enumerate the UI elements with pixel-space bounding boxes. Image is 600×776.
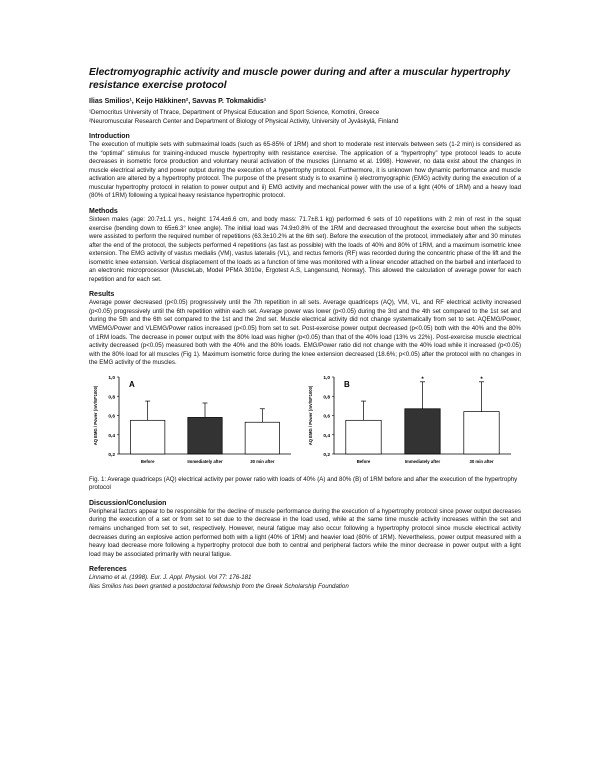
reference-item: Linnamo et al. (1998). Eur. J. Appl. Physiol. Vol 77: 176-181	[89, 574, 252, 582]
bar	[188, 417, 222, 454]
figure-caption: Fig. 1: Average quadriceps (AQ) electrical activity per power ratio with loads of 40% (A) and 80% (B) of 1RM before and after the execution of the hypertrophy protocol	[89, 475, 518, 492]
bar	[464, 411, 499, 453]
y-tick-label: 0,6	[323, 414, 330, 420]
affiliation-1: ¹Democritus University of Thrace, Department of Physical Education and Sport Science, Komotini, Greece	[89, 109, 380, 116]
y-axis-label: AQ EMG / Power (mV/W*1000)	[93, 385, 98, 446]
y-tick-label: 0,8	[108, 395, 115, 401]
introduction-heading: Introduction	[89, 133, 130, 141]
panel-label: A	[129, 379, 135, 389]
bar	[405, 409, 440, 454]
results-heading: Results	[89, 291, 115, 299]
chart-panel-a	[89, 371, 299, 476]
y-tick-label: 1,0	[108, 375, 115, 381]
results-text: Average power decreased (p<0.05) progressively until the 7th repetition in all sets. Average quadriceps (AQ), VM, VL, and RF electrical activity increased (p<0.05) progressively until the 6th repetition within each set. Average power was lower (p<0.05) during the 3rd and the 4th set compared to the 1st set and during the 5th and the 6th set compared to the 1st and the 2nd set. Muscle electrical activity did not change systematically from set to set. AQEMG/Power, VMEMG/Power and VLEMG/Power ratios increased (p<0.05) from set to set. Post-exercise power output decreased (p<0.05) both with the 40% and the 80% of 1RM loads. The decrease in power output with the 80% load was higher (p<0.05) than that of the 40% load (13% vs 22%). Post-exercise muscle electrical activity decreased (p<0.05) measured both with the 40% and the 80% loads. EMG/Power ratio did not change with the 40% load while it increased (p<0.05) with the 80% load for all muscles (Fig 1). Maximum isometric force during the knee extension decreased (18.6%; p<0.05) after the protocol with no changes in the EMG activity of the muscles.	[89, 299, 521, 367]
y-tick-label: 0,4	[108, 433, 115, 439]
x-tick-label: Immediately after	[187, 458, 223, 464]
y-tick-label: 0,8	[323, 395, 330, 401]
introduction-text: The execution of multiple sets with submaximal loads (such as 65-85% of 1RM) and short to moderate rest intervals between sets (1-2 min) is considered as the “optimal” stimulus for training-induced muscle hypertrophy with resistance exercise. The application of a “hypertrophy” type protocol leads to acute decreases in isometric force production and voluntary neural activation of the muscles (Linnamo et al. 1998). However, no data exist about the changes in muscle electrical activity and power output during the execution of a hypertrophy protocol. Furthermore, it is unknown how dynamic performance and muscle activation are altered by a hypertrophy protocol. The purpose of the present study is to examine i) electromyographic (EMG) activity during the execution of a muscular hypertrophy protocol in relation to power output and ii) EMG activity and mechanical power with the use of a light (40% of 1RM) and a heavy load (80% of 1RM) following a typical heavy resistance hypertrophic protocol.	[89, 141, 521, 200]
y-axis-label: AQ EMG / Power (mV/W*1000)	[308, 385, 313, 446]
x-tick-label: 30 min after	[250, 458, 275, 464]
bar	[130, 420, 164, 454]
author-list: Ilias Smilios¹, Keijo Häkkinen², Savvas P. Tokmakidis¹	[89, 98, 267, 105]
panel-label: B	[344, 379, 350, 389]
significance-marker: *	[480, 376, 483, 383]
paper-title: Electromyographic activity and muscle power during and after a muscular hypertrophy resistance exercise protocol	[89, 67, 511, 91]
y-tick-label: 0,2	[323, 452, 330, 458]
methods-heading: Methods	[89, 208, 118, 216]
methods-text: Sixteen males (age: 20.7±1.1 yrs., height: 174.4±6.6 cm, and body mass: 71.7±8.1 kg) performed 6 sets of 10 repetitions with 2 min of rest in the squat exercise (bending down to 65±6.3° knee angle). The initial load was 74.9±0.8% of the 1RM and decreased throughout the exercise bout when the subjects were assisted to perform the required number of repetitions (63.3±10.2% at the 6th set). Before the execution of the protocol, immediately after and 30 minutes after the end of the protocol, the subjects performed 4 repetitions (as fast as possible) with the loads of 40% and 80% of 1RM, and a maximum isometric knee extension. The EMG activity of vastus medialis (VM), vastus lateralis (VL), and rectus femoris (RF) was recorded during the concentric phase of the lift and the isometric knee extension. Vertical displacement of the loads as a function of time was monitored with a linear encoder attached on the barbell and interfaced to an electronic microprocessor (MuscleLab, Model PFMA 3010e, Ergotest A.S, Langensund, Norway). This allowed the calculation of average power for each repetition and for each set.	[89, 216, 521, 283]
y-tick-label: 0,4	[323, 433, 330, 439]
x-tick-label: Before	[140, 458, 155, 464]
chart-panel-b	[304, 371, 519, 476]
references-heading: References	[89, 566, 127, 574]
bar	[346, 420, 381, 454]
significance-marker: *	[421, 376, 424, 383]
discussion-text: Peripheral factors appear to be responsible for the decline of muscle performance during the execution of a hypertrophy protocol since power output decreases during the execution of a set or from set to set due to the decrease in the load used, while at the same time muscle activity increases within the set and remains unchanged from set to set, respectively. However, neural fatigue may also occur following a hypertrophy protocol since muscle electrical activity decreases during an explosive action performed both with a light (40% of 1RM) and heavier load (80% of 1RM). Nevertheless, power output measured with a heavy load decrease more following a hypertrophy protocol due both to central and peripheral factors while the minor decrease in power output with a light load may be associated primarily with neural fatigue.	[89, 507, 521, 558]
x-tick-label: Immediately after	[404, 458, 441, 464]
y-tick-label: 0,6	[108, 414, 115, 420]
bar	[245, 422, 279, 454]
acknowledgement: Ilias Smilios has been granted a postdoctoral fellowship from the Greek Scholarship Foundation	[89, 582, 349, 590]
figure-1	[89, 371, 521, 476]
affiliation-2: ²Neuromuscular Research Center and Department of Biology of Physical Activity, University of Jyväskylä, Finland	[89, 117, 399, 125]
y-tick-label: 0,2	[108, 452, 115, 458]
paper-page	[89, 66, 521, 591]
x-tick-label: Before	[356, 458, 371, 464]
y-tick-label: 1,0	[323, 375, 330, 381]
reference-list	[89, 574, 521, 591]
discussion-heading: Discussion/Conclusion	[89, 499, 167, 507]
x-tick-label: 30 min after	[469, 458, 494, 464]
